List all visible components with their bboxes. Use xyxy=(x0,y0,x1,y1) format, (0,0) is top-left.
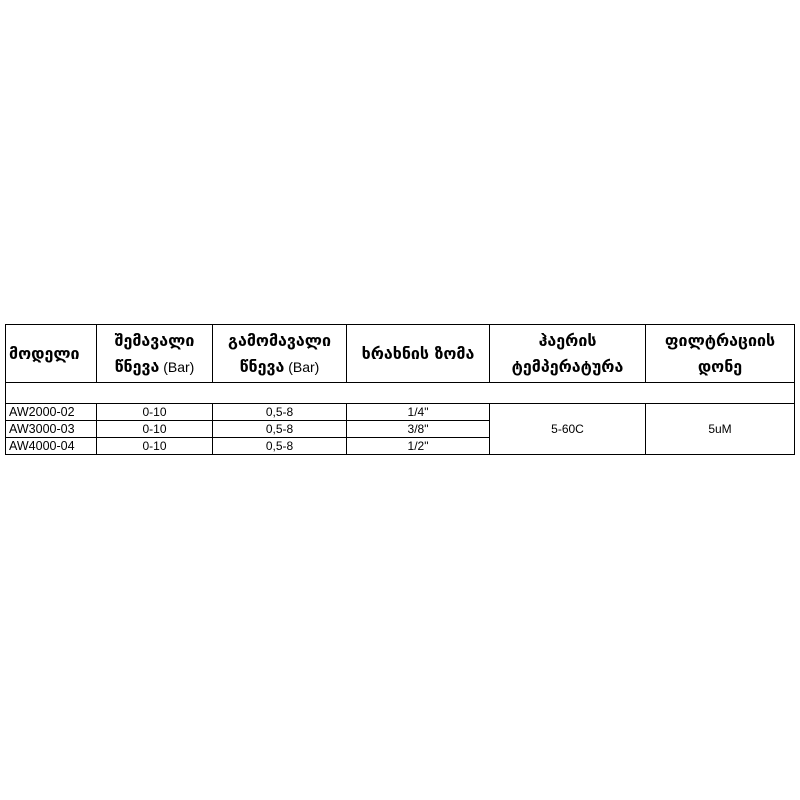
inlet-pressure-cell: 0-10 xyxy=(97,438,213,455)
header-thread-label: ხრახნის ზომა xyxy=(361,343,475,363)
table-row xyxy=(6,404,795,421)
outlet-pressure-cell: 0,5-8 xyxy=(213,404,347,421)
model-cell: AW4000-04 xyxy=(6,438,97,455)
header-model xyxy=(6,325,97,383)
spacer-cell xyxy=(6,383,795,404)
header-temp-line2: ტემპერატურა xyxy=(511,356,624,376)
outlet-pressure-cell: 0,5-8 xyxy=(213,438,347,455)
header-outlet-word: წნევა xyxy=(239,356,285,376)
filtration-level-cell: 5uM xyxy=(646,404,795,455)
header-inlet-line1: შემავალი xyxy=(114,330,195,350)
header-outlet-unit: (Bar) xyxy=(284,358,320,375)
header-temp-line1: ჰაერის xyxy=(538,330,597,350)
header-row xyxy=(6,325,795,383)
header-air-temperature xyxy=(490,325,646,383)
spec-table xyxy=(5,324,795,455)
header-outlet-pressure xyxy=(213,325,347,383)
header-thread-size xyxy=(347,325,490,383)
inlet-pressure-cell: 0-10 xyxy=(97,421,213,438)
header-model-label: მოდელი xyxy=(9,343,80,363)
model-cell: AW2000-02 xyxy=(6,404,97,421)
model-cell: AW3000-03 xyxy=(6,421,97,438)
header-filter-line1: ფილტრაციის xyxy=(664,330,776,350)
thread-size-cell: 3/8" xyxy=(347,421,490,438)
inlet-pressure-cell: 0-10 xyxy=(97,404,213,421)
outlet-pressure-cell: 0,5-8 xyxy=(213,421,347,438)
header-filter-line2: დონე xyxy=(697,356,743,376)
thread-size-cell: 1/4" xyxy=(347,404,490,421)
header-inlet-line2 xyxy=(97,354,212,380)
thread-size-cell: 1/2" xyxy=(347,438,490,455)
header-inlet-word: წნევა xyxy=(114,356,160,376)
header-outlet-line2 xyxy=(213,354,346,380)
header-inlet-unit: (Bar) xyxy=(159,358,195,375)
header-inlet-pressure xyxy=(97,325,213,383)
header-filtration-level xyxy=(646,325,795,383)
header-outlet-line1: გამომავალი xyxy=(228,330,331,350)
spacer-row xyxy=(6,383,795,404)
air-temperature-cell: 5-60C xyxy=(490,404,646,455)
